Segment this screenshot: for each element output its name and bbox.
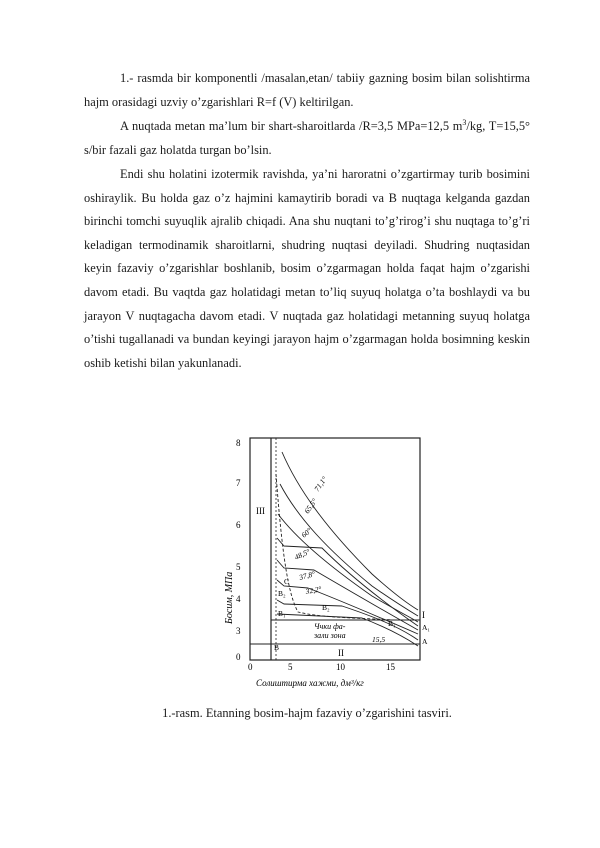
figure-caption: 1.-rasm. Etanning bosim-hajm fazaviy o’zgarishini tasviri. <box>162 706 452 720</box>
isotherm-curve <box>277 614 418 646</box>
point-labels <box>274 577 430 652</box>
superscript-3: 3 <box>462 117 467 127</box>
region-label-II: II <box>338 648 344 658</box>
point-label: C <box>284 577 290 586</box>
y-axis-ticks <box>236 438 241 662</box>
isotherm-label: 71,1° <box>312 474 329 494</box>
x-axis-ticks <box>248 662 396 672</box>
paragraph-2-text-a: A nuqtada metan ma’lum bir shart-sharoitlarda /R=3,5 MPa=12,5 m <box>120 119 463 133</box>
x-tick-label: 10 <box>336 662 345 672</box>
zone-label-line1: Ччкu фа- <box>314 622 346 631</box>
point-label: A <box>422 637 428 646</box>
y-tick-label: 5 <box>236 562 241 572</box>
y-tick-label: 6 <box>236 520 241 530</box>
paragraph-2 <box>84 115 530 162</box>
paragraph-1-text: 1.- rasmda bir komponentli /masalan,etan/ tabiiy gazning bosim bilan solishtirma hajm orasidagi uzviy o’zgarishlari R=f (V) keltirilgan. <box>84 71 530 109</box>
isotherm-curve <box>277 580 418 634</box>
paragraph-1 <box>84 67 530 114</box>
point-label: B₁ <box>388 619 396 628</box>
paragraph-3-text: Endi shu holatini izotermik ravishda, ya’ni haroratni o’zgartirmay turib bosimini oshiraylik. Bu holda gaz o’z hajmini kamaytirib boradi va B nuqtaga kelganda gazdan birinchi tomchi suyuqlik ajralib chiqadi. Ana shu nuqtani to’g’rirog’i shu nuqtaga to’g’ri keladigan termodinamik sharoitlarni, shudring nuqtasi deyiladi. Shudring nuqtasidan keyin fazaviy o’zgarishlar boshlanib, bosim o’zgarmagan holda faqat hajm o’zgarishi davom etadi. Bu vaqtda gaz holatidagi metan to’liq suyuq holatga o’ta boshlaydi va bu jarayon V nuqtagacha davom etadi. V nuqtada gaz holatidagi metanning suyuq holatga o’tishi tugallanadi va bundan keyingi jarayon hajm o’zgarmagan holda bosimning keskin oshib ketishi bilan yakunlanadi. <box>84 167 530 370</box>
y-tick-label: 0 <box>236 652 241 662</box>
region-label-I: I <box>422 610 425 620</box>
y-axis-label: Бoсuм, МПа <box>224 571 235 624</box>
point-label: B₂ <box>278 589 286 598</box>
isotherm-label: 15,5 <box>372 635 386 644</box>
isotherm-label: 32,2° <box>304 584 323 596</box>
point-label: B₁ <box>278 609 286 618</box>
zone-label-line2: залu зона <box>314 631 346 640</box>
y-tick-label: 8 <box>236 438 241 448</box>
y-tick-label: 7 <box>236 478 241 488</box>
isotherm-curve <box>278 514 418 622</box>
phase-diagram-svg <box>222 434 442 690</box>
paragraph-2-text-b: /kg, T=15,5° s/bir fazali gaz holatda turgan bo’lsin. <box>84 119 531 157</box>
point-label: B₂ <box>322 603 330 612</box>
isotherm-label: 60° <box>299 525 314 540</box>
x-axis-label: Солиштирма хажми, дм³/кг <box>256 678 364 688</box>
point-label: A₁ <box>422 623 431 632</box>
x-tick-label: 5 <box>288 662 293 672</box>
y-tick-label: 4 <box>236 594 241 604</box>
region-label-III: III <box>256 506 265 516</box>
isotherm-labels <box>293 475 385 644</box>
phase-diagram-figure <box>222 434 442 690</box>
isotherm-label: 65,5° <box>302 496 319 516</box>
y-tick-label: 3 <box>236 626 241 636</box>
point-label: B <box>274 643 280 652</box>
x-tick-label: 0 <box>248 662 253 672</box>
isotherm-label: 37,8° <box>298 569 317 582</box>
paragraph-3 <box>84 163 530 375</box>
isotherm-label: 48,5° <box>293 546 312 562</box>
x-tick-label: 15 <box>386 662 395 672</box>
